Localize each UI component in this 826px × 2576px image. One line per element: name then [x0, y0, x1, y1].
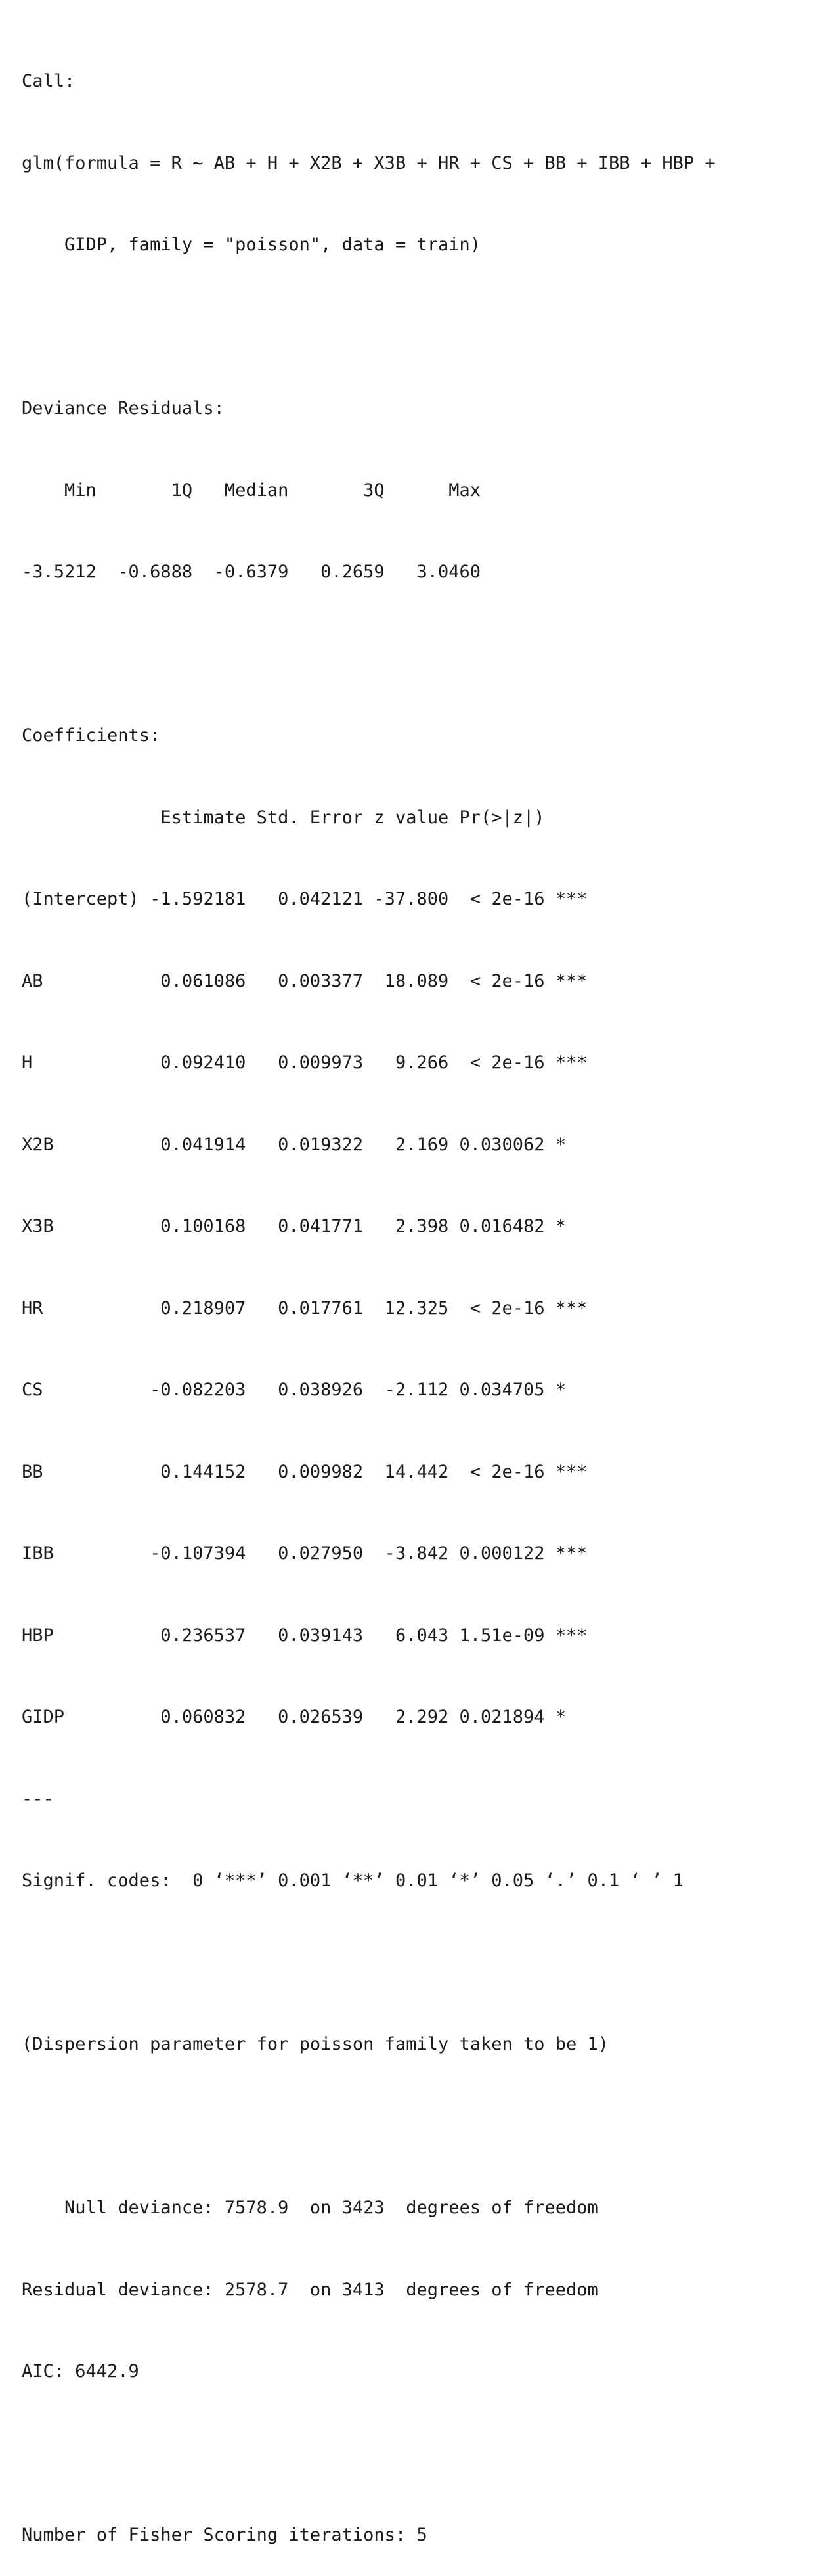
- output-line: GIDP 0.060832 0.026539 2.292 0.021894 *: [22, 1707, 588, 1727]
- output-line: Signif. codes: 0 ‘***’ 0.001 ‘**’ 0.01 ‘*’ 0.05 ‘.’ 0.1 ‘ ’ 1: [22, 1870, 684, 1891]
- output-line: AB 0.061086 0.003377 18.089 < 2e-16 ***: [22, 970, 588, 991]
- output-line: Min 1Q Median 3Q Max: [22, 480, 502, 501]
- output-line: HBP 0.236537 0.039143 6.043 1.51e-09 ***: [22, 1625, 588, 1646]
- output-line: ---: [22, 1788, 54, 1809]
- output-line: HR 0.218907 0.017761 12.325 < 2e-16 ***: [22, 1298, 588, 1319]
- output-line: X3B 0.100168 0.041771 2.398 0.016482 *: [22, 1216, 588, 1236]
- output-line: Residual deviance: 2578.7 on 3413 degrees of freedom: [22, 2279, 598, 2300]
- output-line: H 0.092410 0.009973 9.266 < 2e-16 ***: [22, 1052, 588, 1073]
- output-line: X2B 0.041914 0.019322 2.169 0.030062 *: [22, 1134, 588, 1155]
- blank-line: [22, 641, 826, 668]
- output-line: Deviance Residuals:: [22, 398, 225, 418]
- output-line: Coefficients:: [22, 725, 161, 746]
- output-line: (Intercept) -1.592181 0.042121 -37.800 < 2e-16 ***: [22, 889, 588, 909]
- output-line: Call:: [22, 71, 76, 91]
- output-line: Estimate Std. Error z value Pr(>|z|): [22, 807, 588, 828]
- blank-line: [22, 1949, 826, 1977]
- output-line: glm(formula = R ~ AB + H + X2B + X3B + HR + CS + BB + IBB + HBP +: [22, 152, 726, 173]
- output-line: (Dispersion parameter for poisson family taken to be 1): [22, 2034, 609, 2054]
- output-line: AIC: 6442.9: [22, 2361, 139, 2382]
- output-line: -3.5212 -0.6888 -0.6379 0.2659 3.0460: [22, 562, 502, 582]
- output-line: Null deviance: 7578.9 on 3423 degrees of freedom: [22, 2198, 598, 2218]
- output-line: BB 0.144152 0.009982 14.442 < 2e-16 ***: [22, 1461, 588, 1482]
- blank-line: [22, 313, 826, 341]
- output-line: CS -0.082203 0.038926 -2.112 0.034705 *: [22, 1380, 588, 1400]
- output-line: IBB -0.107394 0.027950 -3.842 0.000122 ***: [22, 1543, 588, 1564]
- output-line: GIDP, family = "poisson", data = train): [22, 235, 481, 255]
- output-line: Number of Fisher Scoring iterations: 5: [22, 2525, 427, 2545]
- blank-line: [22, 2113, 826, 2140]
- blank-line: [22, 2440, 826, 2468]
